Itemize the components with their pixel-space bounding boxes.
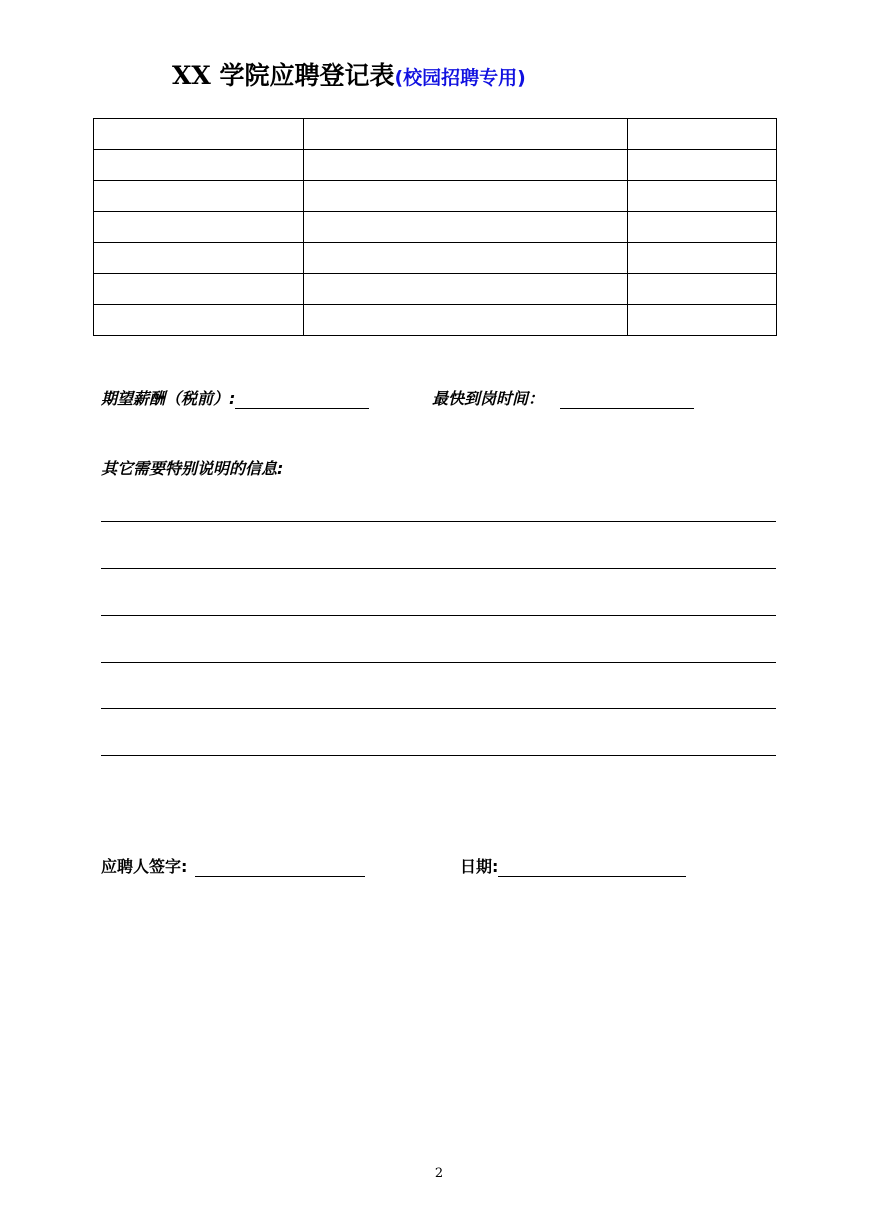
table-cell[interactable] [628, 243, 777, 274]
table-cell[interactable] [628, 305, 777, 336]
table-row [94, 305, 777, 336]
table-cell[interactable] [94, 243, 304, 274]
applicant-signature-field [101, 854, 365, 877]
table-cell[interactable] [304, 119, 628, 150]
table-row [94, 274, 777, 305]
table-row [94, 150, 777, 181]
table-cell[interactable] [628, 119, 777, 150]
notes-line[interactable] [101, 521, 776, 522]
table-cell[interactable] [304, 305, 628, 336]
table-row [94, 119, 777, 150]
notes-line[interactable] [101, 708, 776, 709]
form-title: XX 学院应聘登记表 [172, 61, 395, 90]
salary-blank[interactable] [235, 390, 369, 409]
registration-table [93, 118, 777, 336]
notes-line[interactable] [101, 568, 776, 569]
table-cell[interactable] [304, 243, 628, 274]
date-field [460, 854, 686, 877]
table-cell[interactable] [94, 150, 304, 181]
table-cell[interactable] [94, 181, 304, 212]
table-cell[interactable] [94, 305, 304, 336]
table-cell[interactable] [628, 212, 777, 243]
table-cell[interactable] [628, 181, 777, 212]
table-cell[interactable] [304, 274, 628, 305]
table-cell[interactable] [304, 150, 628, 181]
salary-label: 期望薪酬（税前）: [101, 389, 236, 408]
applicant-signature-label: 应聘人签字: [101, 857, 188, 876]
page-number: 2 [434, 1166, 444, 1181]
notes-line[interactable] [101, 615, 776, 616]
table-cell[interactable] [628, 274, 777, 305]
form-subtitle: (校园招聘专用) [394, 67, 526, 89]
notes-line[interactable] [101, 755, 776, 756]
page-title [172, 56, 526, 92]
date-label: 日期: [460, 857, 499, 876]
applicant-signature-blank[interactable] [195, 858, 365, 877]
table-row [94, 181, 777, 212]
table-cell[interactable] [304, 181, 628, 212]
table-cell[interactable] [94, 274, 304, 305]
table-row [94, 212, 777, 243]
arrival-field [432, 386, 694, 409]
table-cell[interactable] [628, 150, 777, 181]
table-cell[interactable] [304, 212, 628, 243]
notes-line[interactable] [101, 662, 776, 663]
arrival-label: 最快到岗时间： [432, 389, 545, 408]
table-cell[interactable] [94, 212, 304, 243]
arrival-blank[interactable] [560, 390, 694, 409]
date-blank[interactable] [498, 858, 686, 877]
notes-label: 其它需要特别说明的信息: [101, 459, 284, 478]
table-row [94, 243, 777, 274]
salary-field [101, 386, 369, 409]
table-cell[interactable] [94, 119, 304, 150]
